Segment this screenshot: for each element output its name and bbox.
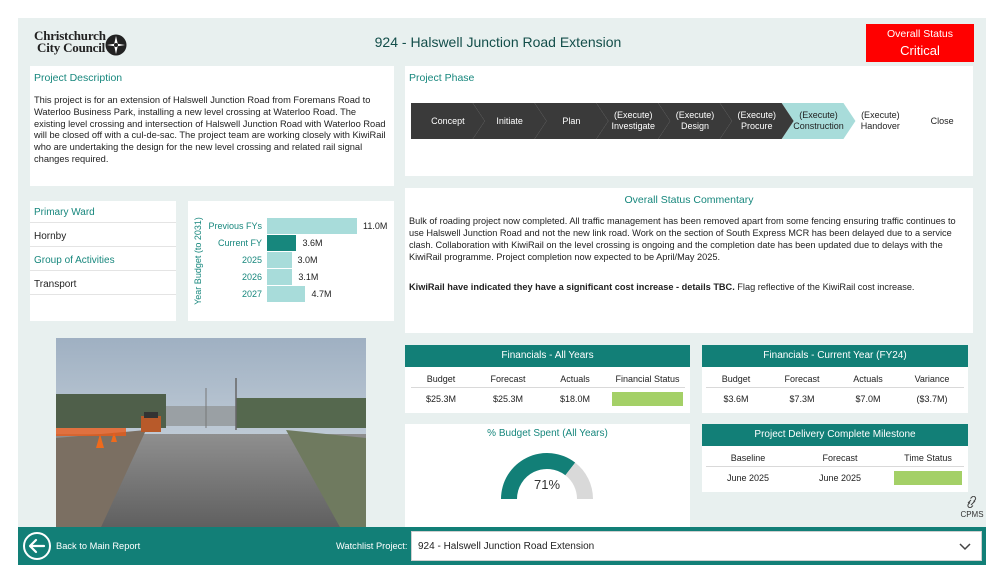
watchlist-label: Watchlist Project: bbox=[336, 541, 408, 551]
budget-spent-gauge bbox=[497, 444, 597, 504]
budget-bar-value: 3.6M bbox=[302, 238, 323, 248]
cost-increase-note: KiwiRail have indicated they have a significant cost increase - details TBC. bbox=[409, 282, 735, 292]
actuals-value: $18.0M bbox=[559, 394, 591, 404]
flag-note: Flag reflective of the KiwiRail cost increase. bbox=[734, 282, 915, 292]
phase-step-label: Close bbox=[930, 116, 954, 126]
project-phase-card bbox=[405, 66, 973, 176]
financial-status-indicator bbox=[612, 392, 683, 406]
year-budget-axis-label: Year Budget (to 2031) bbox=[193, 217, 203, 305]
time-status-header: Time Status bbox=[904, 453, 952, 463]
budget-spent-card bbox=[405, 424, 690, 532]
current-actuals-header: Actuals bbox=[853, 374, 883, 384]
chevron-down-icon bbox=[959, 543, 971, 551]
actuals-header: Actuals bbox=[560, 374, 590, 384]
council-emblem-icon bbox=[104, 33, 128, 57]
phase-step-label: (Execute) Investigate bbox=[611, 110, 655, 131]
budget-category-label: Current FY bbox=[217, 238, 262, 248]
logo-line-2: City Council bbox=[37, 40, 106, 55]
back-to-main-report-label: Back to Main Report bbox=[56, 541, 141, 551]
divider bbox=[30, 222, 176, 223]
budget-category-label: 2026 bbox=[241, 272, 262, 282]
delivery-milestone-title: Project Delivery Complete Milestone bbox=[702, 424, 968, 446]
variance-value: ($3.7M) bbox=[916, 394, 948, 404]
current-forecast-header: Forecast bbox=[784, 374, 820, 384]
logo-line-1: Christchurch bbox=[34, 28, 106, 43]
current-budget-header: Budget bbox=[721, 374, 751, 384]
divider bbox=[706, 387, 964, 388]
time-status-indicator bbox=[894, 471, 962, 485]
primary-ward-label: Primary Ward bbox=[34, 207, 95, 218]
divider bbox=[30, 246, 176, 247]
budget-bar bbox=[267, 235, 296, 251]
link-icon bbox=[966, 496, 978, 508]
phase-step-label: Initiate bbox=[496, 116, 523, 126]
financial-status-header: Financial Status bbox=[615, 374, 680, 384]
divider bbox=[706, 466, 964, 467]
page-title: 924 - Halswell Junction Road Extension bbox=[374, 34, 622, 50]
year-budget-chart bbox=[188, 201, 394, 321]
project-description-title: Project Description bbox=[34, 72, 123, 84]
budget-spent-percent: 71% bbox=[533, 477, 561, 492]
budget-bar-value: 11.0M bbox=[363, 221, 388, 231]
budget-category-label: Previous FYs bbox=[208, 221, 262, 231]
group-of-activities-label: Group of Activities bbox=[34, 255, 115, 266]
milestone-forecast-value: June 2025 bbox=[818, 473, 862, 483]
group-of-activities-value: Transport bbox=[34, 279, 77, 290]
back-to-main-report-button[interactable] bbox=[22, 531, 152, 561]
budget-bar bbox=[267, 252, 292, 268]
delivery-milestone-card bbox=[702, 424, 968, 492]
financials-all-years-title: Financials - All Years bbox=[405, 345, 690, 367]
watchlist-selected-value: 924 - Halswell Junction Road Extension bbox=[418, 541, 595, 552]
overall-status-badge bbox=[866, 24, 974, 62]
budget-bar bbox=[267, 286, 305, 302]
budget-category-label: 2025 bbox=[241, 255, 262, 265]
status-commentary-emphasis bbox=[409, 282, 969, 294]
current-budget-value: $3.6M bbox=[723, 394, 749, 404]
project-site-photo bbox=[56, 338, 366, 538]
financials-current-year-card bbox=[702, 345, 968, 413]
phase-step-label: Plan bbox=[562, 116, 581, 126]
overall-status-value: Critical bbox=[900, 43, 940, 58]
ward-card bbox=[30, 201, 176, 321]
divider bbox=[411, 387, 685, 388]
milestone-forecast-header: Forecast bbox=[822, 453, 858, 463]
footer-bar bbox=[18, 527, 986, 565]
status-commentary-text: Bulk of roading project now completed. All traffic management has been removed apart from some fencing ensuring traffic continues to use Halswell Junction Road and not the new link road. Work on the section of South Express MCR has been delayed due to a service clash. Collaboration with KiwiRail on the level crossing is ongoing and the completion date has been updated due to delays with the KiwiRail programme. Project completion now expected to be April/May 2025. bbox=[409, 216, 956, 262]
phase-step-label: (Execute) Handover bbox=[860, 110, 900, 131]
gauge-fill-arc bbox=[501, 453, 575, 499]
budget-category-label: 2027 bbox=[241, 289, 262, 299]
budget-header: Budget bbox=[426, 374, 456, 384]
cpms-label: CPMS bbox=[960, 510, 984, 519]
current-forecast-value: $7.3M bbox=[789, 394, 815, 404]
project-description-text: This project is for an extension of Halswell Junction Road from Foremans Road to Waterloo Business Park, installing a new level crossing at Waterloo Road. The existing level crossing and intersection of Halswell Junction Road with Waterloo Road will be closed off with a cul-de-sac. The project team are working closely with KiwiRail who are undertaking the design for the new level crossing and related rail signal changes required. bbox=[34, 95, 386, 164]
cpms-link[interactable] bbox=[958, 496, 986, 519]
phase-step-label: (Execute) Construction bbox=[793, 110, 844, 131]
budget-bar bbox=[267, 269, 292, 285]
project-description-card bbox=[30, 66, 394, 186]
current-actuals-value: $7.0M bbox=[855, 394, 881, 404]
divider bbox=[30, 294, 176, 295]
budget-spent-title: % Budget Spent (All Years) bbox=[487, 428, 608, 439]
forecast-header: Forecast bbox=[490, 374, 526, 384]
phase-step-label: (Execute) Procure bbox=[737, 110, 777, 131]
phase-step-label: (Execute) Design bbox=[675, 110, 715, 131]
budget-bar-value: 4.7M bbox=[311, 289, 332, 299]
dashboard-canvas bbox=[18, 18, 986, 565]
variance-header: Variance bbox=[914, 374, 950, 384]
back-arrow-icon bbox=[22, 531, 52, 561]
status-commentary-card bbox=[405, 188, 973, 333]
baseline-value: June 2025 bbox=[726, 473, 770, 483]
overall-status-label: Overall Status bbox=[887, 28, 953, 40]
council-logo bbox=[34, 30, 134, 64]
budget-bar bbox=[267, 218, 357, 234]
baseline-header: Baseline bbox=[730, 453, 766, 463]
budget-bar-value: 3.0M bbox=[297, 255, 318, 265]
primary-ward-value: Hornby bbox=[34, 231, 67, 242]
project-phase-title: Project Phase bbox=[409, 72, 475, 84]
divider bbox=[30, 270, 176, 271]
financials-current-year-title: Financials - Current Year (FY24) bbox=[702, 345, 968, 367]
watchlist-project-dropdown[interactable] bbox=[411, 531, 982, 561]
budget-value: $25.3M bbox=[425, 394, 457, 404]
budget-bar-value: 3.1M bbox=[298, 272, 319, 282]
status-commentary-title: Overall Status Commentary bbox=[624, 194, 754, 206]
forecast-value: $25.3M bbox=[492, 394, 524, 404]
financials-all-years-card bbox=[405, 345, 690, 413]
phase-step-label: Concept bbox=[431, 116, 465, 126]
